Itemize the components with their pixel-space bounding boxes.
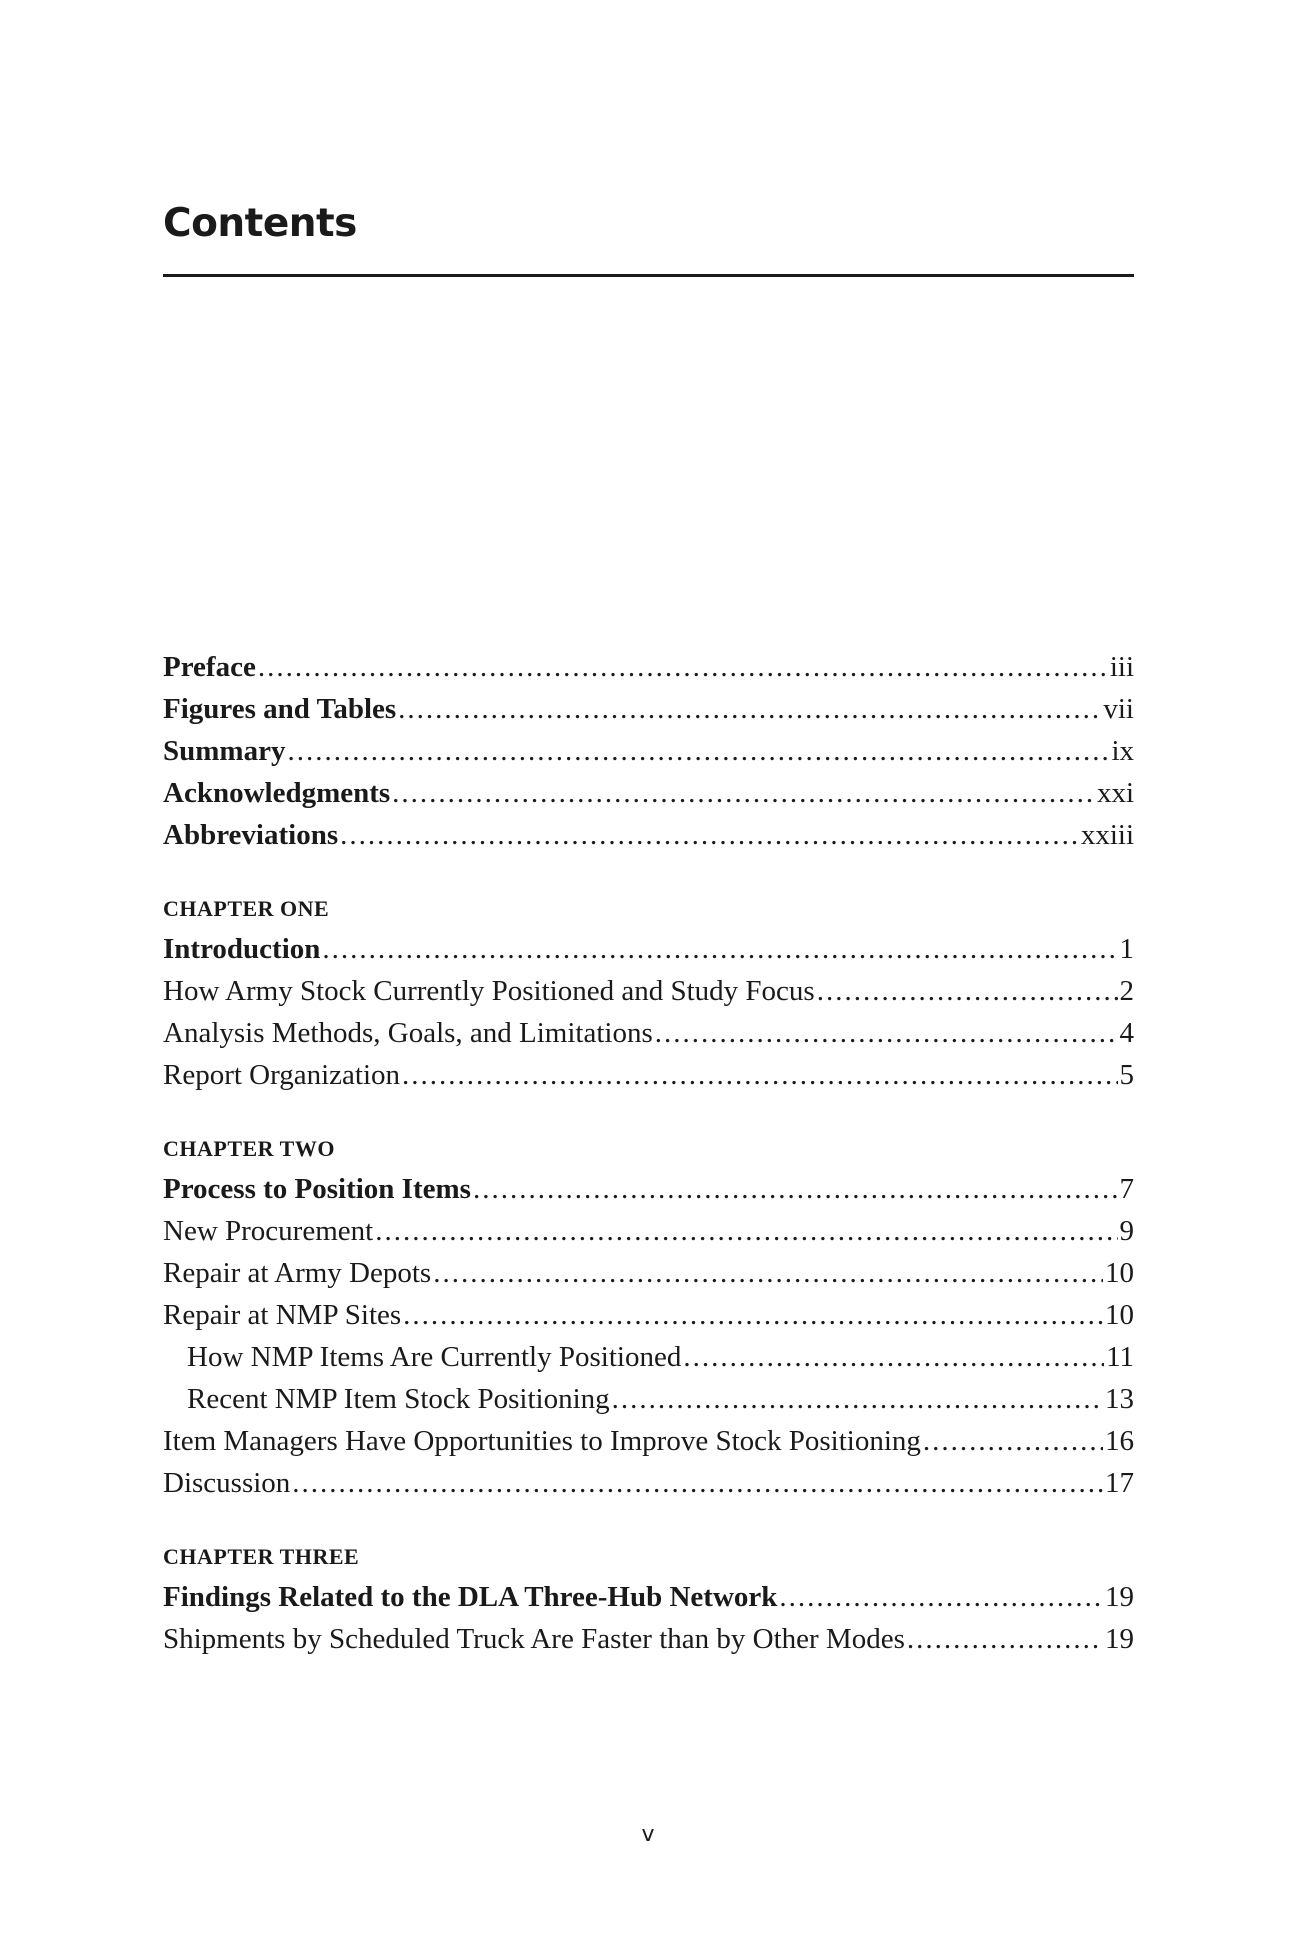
toc-entry-chapter-title[interactable] bbox=[163, 1576, 1134, 1618]
dot-leader bbox=[392, 772, 1095, 814]
toc-entry-label: Repair at Army Depots bbox=[163, 1257, 432, 1289]
table-of-contents bbox=[163, 646, 1134, 1660]
dot-leader bbox=[817, 970, 1118, 1012]
dot-leader bbox=[340, 814, 1079, 856]
toc-entry-page: 11 bbox=[1106, 1341, 1134, 1373]
toc-entry-abbreviations[interactable] bbox=[163, 814, 1134, 856]
toc-entry-label: Preface bbox=[163, 651, 256, 683]
dot-leader bbox=[258, 646, 1108, 688]
toc-entry-page: 4 bbox=[1119, 1017, 1134, 1049]
toc-entry-section[interactable] bbox=[163, 1054, 1134, 1096]
dot-leader bbox=[292, 1462, 1103, 1504]
title-rule bbox=[163, 274, 1134, 277]
toc-entry-page: ix bbox=[1111, 735, 1134, 767]
toc-entry-section[interactable] bbox=[163, 1252, 1134, 1294]
dot-leader bbox=[473, 1168, 1118, 1210]
toc-entry-subsection[interactable] bbox=[163, 1378, 1134, 1420]
toc-entry-label: Acknowledgments bbox=[163, 777, 391, 809]
dot-leader bbox=[655, 1012, 1118, 1054]
toc-entry-page: 5 bbox=[1119, 1059, 1134, 1091]
toc-entry-page: 10 bbox=[1105, 1299, 1134, 1331]
dot-leader bbox=[923, 1420, 1103, 1462]
toc-entry-acknowledgments[interactable] bbox=[163, 772, 1134, 814]
dot-leader bbox=[287, 730, 1109, 772]
dot-leader bbox=[375, 1210, 1117, 1252]
toc-entry-section[interactable] bbox=[163, 1462, 1134, 1504]
dot-leader bbox=[398, 688, 1101, 730]
toc-entry-label: Recent NMP Item Stock Positioning bbox=[187, 1383, 610, 1415]
chapter-label: CHAPTER TWO bbox=[163, 1136, 335, 1161]
toc-entry-figures-and-tables[interactable] bbox=[163, 688, 1134, 730]
dot-leader bbox=[779, 1576, 1103, 1618]
page-title: Contents bbox=[163, 201, 357, 246]
toc-entry-page: 17 bbox=[1105, 1467, 1134, 1499]
toc-entry-page: xxiii bbox=[1080, 819, 1134, 851]
toc-entry-label: Summary bbox=[163, 735, 286, 767]
toc-entry-label: New Procurement bbox=[163, 1215, 374, 1247]
toc-entry-label: Analysis Methods, Goals, and Limitations bbox=[163, 1017, 653, 1049]
toc-entry-page: 19 bbox=[1105, 1623, 1134, 1655]
spacer bbox=[163, 856, 1134, 890]
toc-entry-page: 19 bbox=[1105, 1581, 1134, 1613]
dot-leader bbox=[403, 1294, 1103, 1336]
toc-entry-label: Findings Related to the DLA Three-Hub Network bbox=[163, 1581, 778, 1613]
toc-entry-page: vii bbox=[1103, 693, 1134, 725]
page-number: v bbox=[641, 1822, 655, 1847]
toc-entry-section[interactable] bbox=[163, 970, 1134, 1012]
toc-entry-section[interactable] bbox=[163, 1294, 1134, 1336]
dot-leader bbox=[907, 1618, 1103, 1660]
toc-entry-label: Report Organization bbox=[163, 1059, 401, 1091]
toc-entry-chapter-title[interactable] bbox=[163, 928, 1134, 970]
chapter-label: CHAPTER THREE bbox=[163, 1544, 360, 1569]
toc-entry-page: 1 bbox=[1119, 933, 1134, 965]
dot-leader bbox=[612, 1378, 1103, 1420]
toc-entry-label: Process to Position Items bbox=[163, 1173, 471, 1205]
toc-entry-page: 2 bbox=[1119, 975, 1134, 1007]
dot-leader bbox=[433, 1252, 1103, 1294]
toc-entry-label: Repair at NMP Sites bbox=[163, 1299, 402, 1331]
toc-entry-preface[interactable] bbox=[163, 646, 1134, 688]
toc-entry-summary[interactable] bbox=[163, 730, 1134, 772]
toc-entry-page: iii bbox=[1109, 651, 1134, 683]
toc-entry-label: Discussion bbox=[163, 1467, 291, 1499]
toc-entry-page: 9 bbox=[1119, 1215, 1134, 1247]
toc-entry-page: 16 bbox=[1105, 1425, 1134, 1457]
chapter-label: CHAPTER ONE bbox=[163, 896, 330, 921]
toc-entry-section[interactable] bbox=[163, 1618, 1134, 1660]
toc-entry-label: Abbreviations bbox=[163, 819, 339, 851]
toc-entry-page: 7 bbox=[1119, 1173, 1134, 1205]
spacer bbox=[163, 1096, 1134, 1130]
dot-leader bbox=[402, 1054, 1117, 1096]
dot-leader bbox=[322, 928, 1117, 970]
toc-entry-chapter-title[interactable] bbox=[163, 1168, 1134, 1210]
toc-entry-page: xxi bbox=[1096, 777, 1134, 809]
toc-entry-page: 10 bbox=[1105, 1257, 1134, 1289]
toc-entry-subsection[interactable] bbox=[163, 1336, 1134, 1378]
toc-entry-label: How NMP Items Are Currently Positioned bbox=[187, 1341, 682, 1373]
toc-entry-page: 13 bbox=[1105, 1383, 1134, 1415]
dot-leader bbox=[683, 1336, 1104, 1378]
toc-entry-section[interactable] bbox=[163, 1210, 1134, 1252]
toc-entry-label: Introduction bbox=[163, 933, 321, 965]
spacer bbox=[163, 1504, 1134, 1538]
toc-entry-label: Shipments by Scheduled Truck Are Faster than by Other Modes bbox=[163, 1623, 905, 1655]
toc-entry-label: How Army Stock Currently Positioned and Study Focus bbox=[163, 975, 815, 1007]
toc-entry-section[interactable] bbox=[163, 1012, 1134, 1054]
toc-entry-section[interactable] bbox=[163, 1420, 1134, 1462]
toc-entry-label: Item Managers Have Opportunities to Improve Stock Positioning bbox=[163, 1425, 921, 1457]
toc-entry-label: Figures and Tables bbox=[163, 693, 397, 725]
